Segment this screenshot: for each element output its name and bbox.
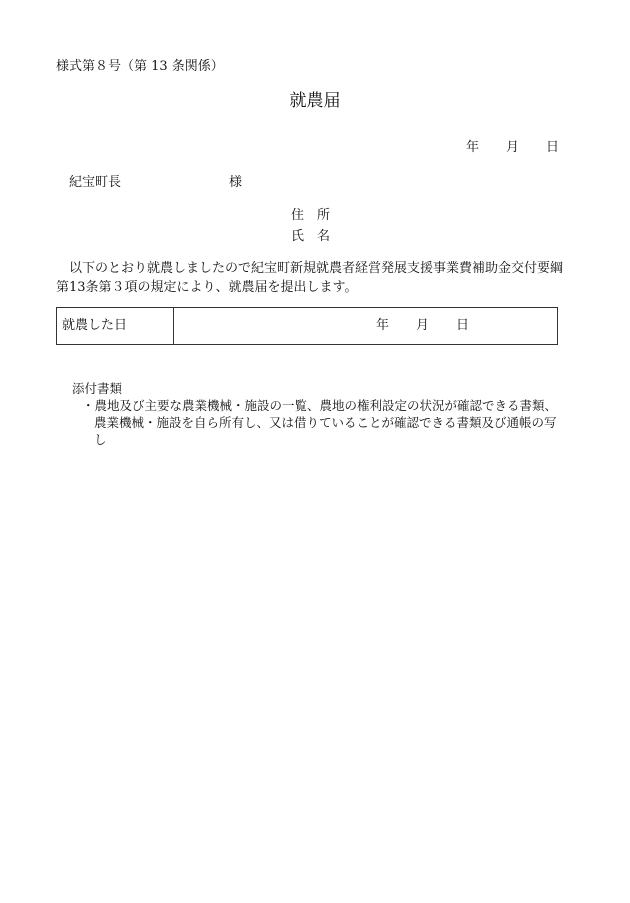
name-label-char-1: 氏 — [291, 229, 305, 244]
addressee-name: 紀宝町長 — [69, 175, 122, 190]
date-month-label: 月 — [506, 140, 520, 155]
table-month-label: 月 — [416, 318, 430, 333]
table-year-label: 年 — [376, 318, 390, 333]
document-title: 就農届 — [289, 91, 341, 111]
applicant-address-label — [291, 204, 343, 223]
name-label-char-2: 名 — [317, 229, 331, 244]
farming-start-date-label: 就農した日 — [57, 308, 174, 344]
submission-date — [466, 136, 559, 155]
addressee-honorific: 様 — [229, 175, 243, 190]
applicant-name-label — [291, 225, 343, 244]
form-number: 様式第８号（第 13 条関係） — [56, 59, 224, 74]
addressee — [69, 171, 242, 190]
date-day-label: 日 — [546, 140, 560, 155]
farming-start-date-field — [174, 308, 557, 344]
address-label-char-1: 住 — [291, 208, 305, 223]
attachments-item: ・農地及び主要な農業機械・施設の一覧、農地の権利設定の状況が確認できる書類、農業機械・施設を自ら所有し、又は借りていることが確認できる書類及び通帳の写し — [82, 398, 558, 447]
date-year-label: 年 — [466, 140, 480, 155]
farming-start-date-table — [56, 307, 558, 345]
table-day-label: 日 — [456, 318, 470, 333]
body-text: 以下のとおり就農しましたので紀宝町新規就農者経営発展支援事業費補助金交付要綱第13条第３項の規定により、就農届を提出します。 — [56, 261, 564, 295]
attachments-heading: 添付書類 — [72, 381, 123, 396]
address-label-char-2: 所 — [317, 208, 331, 223]
